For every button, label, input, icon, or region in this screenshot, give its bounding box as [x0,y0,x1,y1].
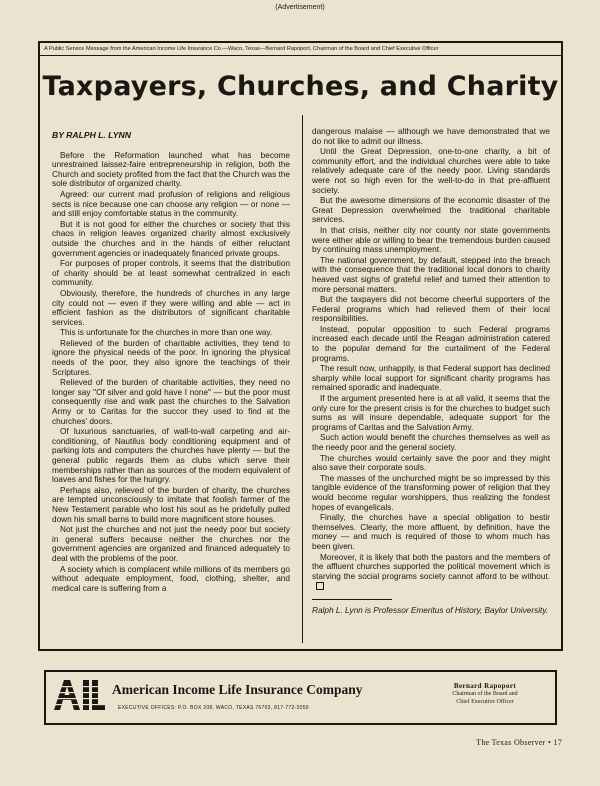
paragraph-text: Moreover, it is likely that both the pastors and the members of the affluent churches supported the political movement which is starving the social programs society cannot afford to be without. [312,552,550,581]
paragraph: Such action would benefit the churches themselves as well as the needy poor and the general society. [312,433,550,452]
left-column [52,125,290,594]
paragraph: In that crisis, neither city nor county nor state governments were either able or willing to bear the tremendous burden caused by continuing mass unemployment. [312,225,550,255]
executive-name: Bernard Rapoport [453,682,517,690]
paragraph: But it is not good for either the churches or society that this chaos in religion leaves organized charity almost exclusively outside the churches and in the hands of either reluctant government agencies or inadequately financed private groups. [52,219,290,258]
paragraph: Relieved of the burden of charitable activities, they tend to ignore the physical needs of the poor. In ignoring the physical needs of the poor, they also ignore the teachings of their Scriptures. [52,338,290,377]
paragraph: This is unfortunate for the churches in more than one way. [60,328,273,338]
executive-offices: EXECUTIVE OFFICES: P.O. BOX 208, WACO, TEXAS 76703, 817-772-3050 [118,705,309,711]
psa-banner: A Public Service Message from the American Income Life Insurance Co.—Waco, Texas—Bernard Rapoport, Chairman of the Board and Chief Executive Officer [40,43,561,56]
executive-block [425,682,545,706]
executive-title-line2: Chief Executive Officer [456,699,514,705]
last-paragraph [312,553,550,591]
paragraph: Obviously, therefore, the hundreds of churches in any large city could not — even if they were willing and able — act in efficient fashion as the distributors of significant charitable services. [52,288,290,327]
author-bio: Ralph L. Lynn is Professor Emeritus of History, Baylor University. [312,605,549,615]
paragraph: But the taxpayers did not become cheerful supporters of the Federal programs which had relieved them of their local responsibilities. [312,295,550,324]
page-folio: The Texas Observer • 17 [476,738,562,747]
paragraph: But the awesome dimensions of the economic disaster of the Great Depression overwhelmed the traditional charitable services. [312,196,550,225]
paragraph: The national government, by default, stepped into the breach with the consequence that the traditional local donors to charity heaved vast sighs of grateful relief and turned their attention to more personal matters. [312,255,550,294]
end-mark-icon [316,582,324,590]
paragraph: A society which is complacent while millions of its members go without adequate employment, food, clothing, shelter, and medical care is suffering from a [52,564,290,593]
paragraph: Before the Reformation launched what has become unrestrained laissez-faire entrepreneurship in religion, both the Church and society profited from the fact that the Church was the sole distributor of organized charity. [52,150,290,189]
paragraph: Until the Great Depression, one-to-one charity, a bit of community effort, and the individual churches were able to take relatively adequate care of the needy poor. Living standards were not so high even for the well-to-do in that pre-affluent society. [312,147,550,195]
company-name: American Income Life Insurance Company [112,682,363,697]
paragraph: Of luxurious sanctuaries, of wall-to-wall carpeting and air-conditioning, of Nautilus body conditioning equipment and of parking lots and computers the churches have plenty — but the general public regards them as clubs which serve their memberships rather than as sources of the modern equivalent of loaves and fishes for the hungry. [52,427,290,485]
article-title: Taxpayers, Churches, and Charity [42,71,559,102]
paragraph: dangerous malaise — although we have demonstrated that we do not like to admit our illness. [312,127,550,146]
executive-title-line1: Chairman of the Board and [452,691,518,697]
ad-frame [38,41,563,651]
left-paragraphs [52,151,290,594]
paragraph: Not just the churches and not just the needy poor but society in general suffers because neither the churches nor the government agencies are organized and financed adequately to deal with the problems of the poor. [52,525,290,563]
paragraph: Perhaps also, relieved of the burden of charity, the churches are tempted unconsciously to imitate that foolish farmer of the New Testament parable who lost his soul as he pridefully pulled down his small barns to build more magnificent store houses. [52,485,290,524]
paragraph: For purposes of proper controls, it seems that the distribution of charity should be at least somewhat centralized in each community. [52,259,290,288]
byline: BY RALPH L. LYNN [52,130,131,140]
bio-rule [312,599,392,600]
column-divider [302,115,303,643]
ail-logo-icon [52,678,106,712]
paragraph: Finally, the churches have a special obligation to bestir themselves. Clearly, the more affluent, by definition, have the money — and much is required of those to whom much has been given. [312,513,550,551]
right-column [312,127,550,617]
paragraph: The result now, unhappily, is that Federal support has declined sharply while local support for significant charity programs has remained sporadic and inadequate. [312,364,550,393]
paragraph: The churches would certainly save the poor and they might also save their corporate souls. [312,453,550,473]
company-footer [44,670,557,725]
advertisement-label: (Advertisement) [275,4,325,11]
paragraph: Instead, popular opposition to such Federal programs increased each decade until the Reagan administration catered to the popular demand for the curtailment of the Federal programs. [312,324,550,363]
paragraph: Relieved of the burden of charitable activities, they need no longer say "Of silver and gold have I none" — but the poor must consequently rise and walk past the churches to the Salvation Army or to Caritas for the succor they used to find at the churches' doors. [52,378,290,426]
paragraph: The masses of the unchurched might be so impressed by this tangible evidence of the transforming power of religion that they would become regular worshippers, thus realizing the fondest hopes of evangelicals. [312,473,550,512]
paragraph: Agreed: our current mad profusion of religions and religious sects is nice because one can choose any religion — or none — and still enjoy comfortable status in the community. [52,189,290,219]
paragraph: If the argument presented here is at all valid, it seems that the only cure for the present crisis is for the churches to budget such sums as will insure dependable, adequate support for the programs of Caritas and the Salvation Army. [312,394,550,432]
